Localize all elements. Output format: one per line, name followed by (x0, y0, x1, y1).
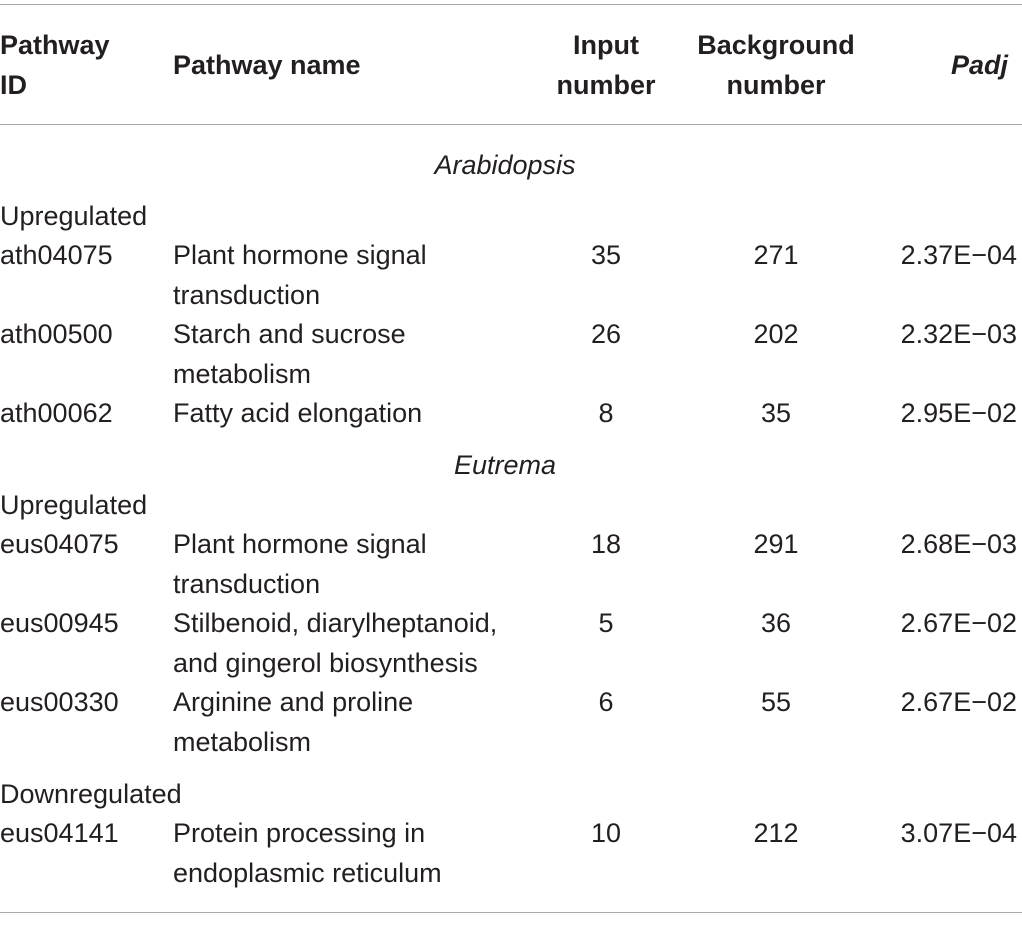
pathway-name-line1: Plant hormone signal (173, 240, 427, 270)
padj-value: 3.07E−04 (900, 818, 1017, 848)
pathway-name-line2: transduction (173, 569, 321, 599)
pathway-id: eus04075 (0, 529, 119, 559)
section-title-arabidopsis: Arabidopsis (434, 150, 576, 180)
pathway-name-line1: Starch and sucrose (173, 319, 406, 349)
pathway-name-line1: Arginine and proline (173, 687, 414, 717)
background-number: 35 (760, 398, 792, 428)
bottom-rule (0, 912, 1022, 913)
background-number: 271 (753, 240, 799, 270)
pathway-name-line1: Stilbenoid, diarylheptanoid, (173, 608, 498, 638)
background-number: 212 (753, 818, 799, 848)
background-number: 202 (753, 319, 799, 349)
input-number: 10 (590, 818, 622, 848)
padj-value: 2.32E−03 (900, 319, 1017, 349)
pathway-id: eus00330 (0, 687, 119, 717)
pathway-id: ath04075 (0, 240, 113, 270)
pathway-name-line2: metabolism (173, 359, 312, 389)
group-label-upregulated: Upregulated (0, 201, 148, 231)
pathway-name-line1: Fatty acid elongation (173, 398, 423, 428)
input-number: 35 (590, 240, 622, 270)
pathway-name-line1: Plant hormone signal (173, 529, 427, 559)
background-number: 36 (760, 608, 792, 638)
group-label-upregulated: Upregulated (0, 490, 148, 520)
top-rule (0, 4, 1022, 5)
header-pathway-id-line1: Pathway (0, 30, 110, 60)
input-number: 18 (590, 529, 622, 559)
header-rule (0, 124, 1022, 125)
header-input-number-line2: number (556, 70, 656, 100)
input-number: 5 (598, 608, 614, 638)
padj-value: 2.67E−02 (900, 608, 1017, 638)
pathway-id: eus00945 (0, 608, 119, 638)
header-padj: Padj (950, 50, 1008, 80)
header-input-number-line1: Input (573, 30, 639, 60)
pathway-name-line2: transduction (173, 280, 321, 310)
pathway-name-line2: endoplasmic reticulum (173, 858, 442, 888)
header-background-number-line1: Background (697, 30, 855, 60)
pathway-name-line2: metabolism (173, 727, 312, 757)
padj-value: 2.67E−02 (900, 687, 1017, 717)
input-number: 26 (590, 319, 622, 349)
pathway-id: ath00500 (0, 319, 113, 349)
pathway-id: ath00062 (0, 398, 113, 428)
header-background-number-line2: number (726, 70, 826, 100)
input-number: 6 (598, 687, 614, 717)
section-title-eutrema: Eutrema (453, 450, 557, 480)
background-number: 55 (760, 687, 792, 717)
padj-value: 2.37E−04 (900, 240, 1017, 270)
pathway-id: eus04141 (0, 818, 119, 848)
background-number: 291 (753, 529, 799, 559)
group-label-downregulated: Downregulated (0, 779, 182, 809)
header-pathway-name: Pathway name (173, 50, 361, 80)
padj-value: 2.68E−03 (900, 529, 1017, 559)
input-number: 8 (598, 398, 614, 428)
pathway-name-line1: Protein processing in (173, 818, 426, 848)
pathway-name-line2: and gingerol biosynthesis (173, 648, 478, 678)
header-pathway-id-line2: ID (0, 70, 27, 100)
padj-value: 2.95E−02 (900, 398, 1017, 428)
